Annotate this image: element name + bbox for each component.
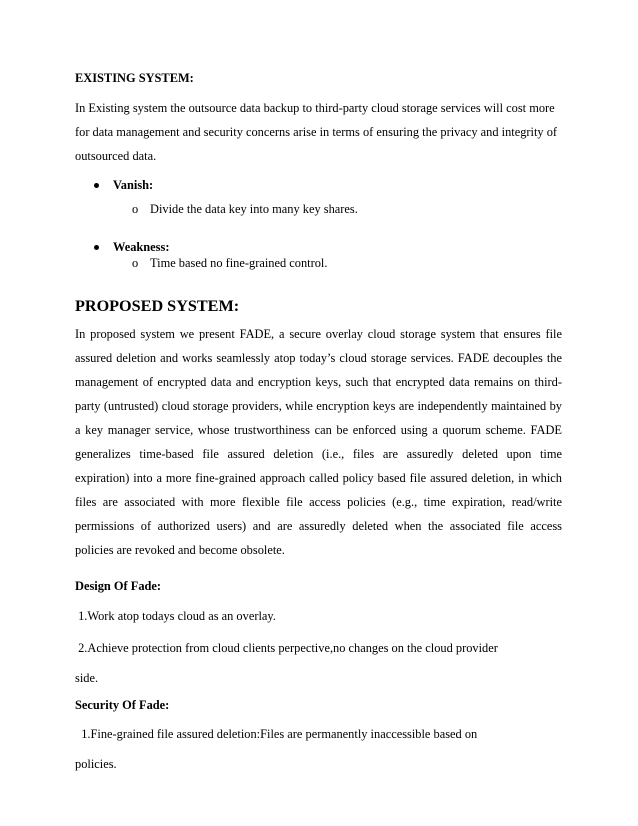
design-item-1: 1.Work atop todays cloud as an overlay. xyxy=(75,609,276,623)
bullet-weakness-sub: Time based no fine-grained control. xyxy=(150,256,328,270)
security-item-1-continued: policies. xyxy=(75,757,117,771)
design-item-2-continued: side. xyxy=(75,671,99,685)
design-item-2: 2.Achieve protection from cloud clients perpective,no changes on the cloud provider xyxy=(75,641,498,655)
bullet-dot-icon xyxy=(94,245,99,250)
sub-bullet-o-icon: o xyxy=(132,202,139,216)
bullet-weakness-label: Weakness: xyxy=(113,240,170,254)
proposed-para-line-9: permissions of authorized users) and are assuredly deleted when the associated file access xyxy=(75,519,562,533)
proposed-para-line-1: In proposed system we present FADE, a secure overlay cloud storage system that ensures file xyxy=(75,327,562,341)
existing-para-line-2: for data management and security concerns arise in terms of ensuring the privacy and integrity of xyxy=(75,125,558,139)
proposed-para-line-7: expiration) into a more fine-grained approach called policy based file assured deletion, in which xyxy=(75,471,562,485)
existing-para-line-1: In Existing system the outsource data backup to third-party cloud storage services will cost more xyxy=(75,101,555,115)
proposed-para-line-3: management of encrypted data and encryption keys, such that encrypted data remains on third- xyxy=(75,375,562,389)
proposed-system-heading: PROPOSED SYSTEM: xyxy=(75,297,240,315)
bullet-dot-icon xyxy=(94,183,99,188)
sub-bullet-o-icon: o xyxy=(132,256,139,270)
bullet-vanish-label: Vanish: xyxy=(113,178,154,192)
security-of-fade-heading: Security Of Fade: xyxy=(75,698,170,712)
security-item-1: 1.Fine-grained file assured deletion:Files are permanently inaccessible based on xyxy=(75,727,478,741)
bullet-vanish-sub: Divide the data key into many key shares. xyxy=(150,202,358,216)
proposed-para-line-2: assured deletion and works seamlessly atop today’s cloud storage services. FADE decouples the xyxy=(75,351,562,365)
proposed-para-line-4: party (untrusted) cloud storage providers, while encryption keys are independently maintained by xyxy=(75,399,562,413)
proposed-para-line-5: a key manager service, whose trustworthiness can be enforced using a quorum scheme. FADE xyxy=(75,423,562,437)
proposed-para-line-8: files are associated with more flexible file access policies (e.g., time expiration, read/write xyxy=(75,495,562,509)
proposed-para-line-6: generalizes time-based file assured deletion (i.e., files are assuredly deleted upon time xyxy=(75,447,562,461)
existing-para-line-3: outsourced data. xyxy=(75,149,157,163)
existing-system-heading: EXISTING SYSTEM: xyxy=(75,71,194,85)
design-of-fade-heading: Design Of Fade: xyxy=(75,579,162,593)
proposed-para-line-10: policies are revoked and become obsolete. xyxy=(75,543,285,557)
